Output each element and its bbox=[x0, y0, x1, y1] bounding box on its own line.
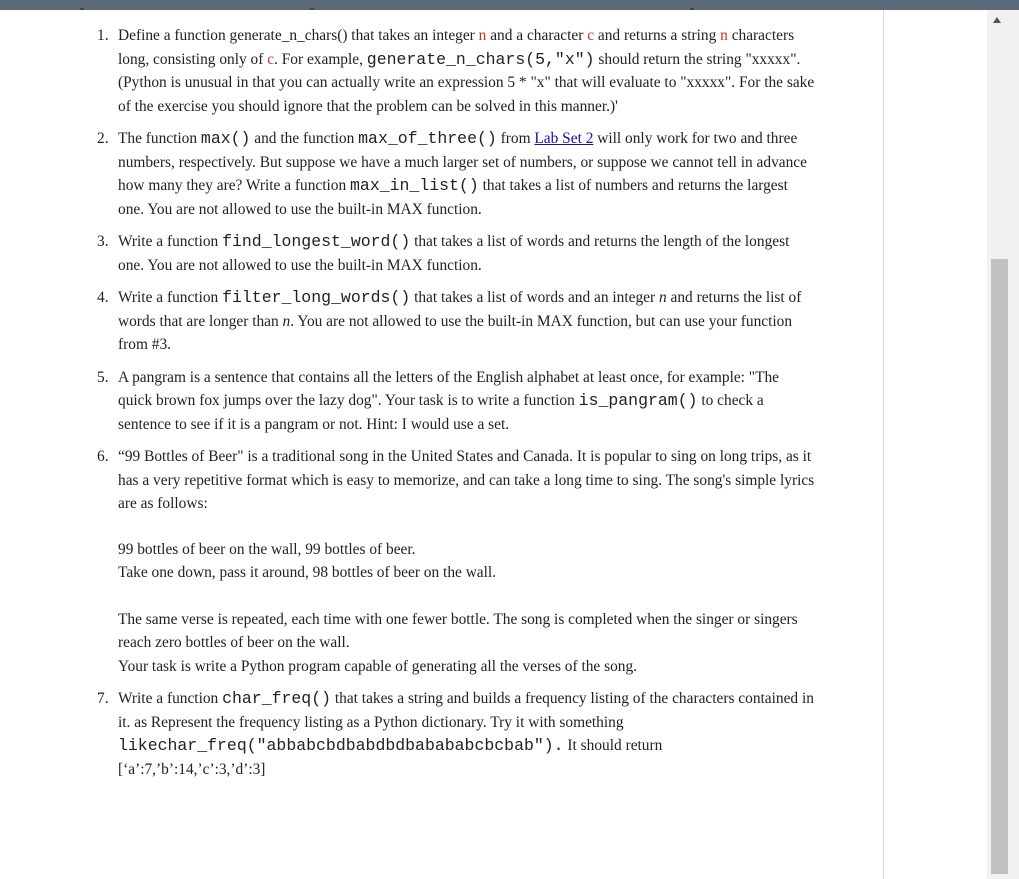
lab-set-2-link[interactable]: Lab Set 2 bbox=[534, 130, 594, 147]
item-number: 3. bbox=[97, 233, 109, 250]
item-number: 7. bbox=[97, 690, 109, 707]
item-number: 1. bbox=[97, 27, 109, 44]
code-snippet: char_freq() bbox=[222, 689, 332, 708]
exercise-item-1: 1. Define a function generate_n_chars() that takes an integer n and a character c and returns a string n characters long, consisting only of c. For example, generate_n_chars(5,"x") should return the string "xxxxx". (Python is unusual in that you can actually write an expression 5 * "x" that will evaluate to "xxxxx". For the sake of the exercise you should ignore that the problem can be solved in this manner.)' bbox=[97, 24, 817, 118]
scroll-up-arrow-icon[interactable] bbox=[993, 17, 1001, 23]
exercise-item-5: 5. A pangram is a sentence that contains all the letters of the English alphabet at least once, for example: "The quick brown fox jumps over the lazy dog". Your task is to write a function is_pangram() to check a sentence to see if it is a pangram or not. Hint: I would use a set. bbox=[97, 366, 817, 437]
exercise-item-6: 6. “99 Bottles of Beer" is a traditional song in the United States and Canada. It is popular to sing on long trips, as it has a very repetitive format which is easy to memorize, and can take a long time to sing. The song's simple lyrics are as follows: 99 bottles of beer on the wall, 99 bottles of beer. Take one down, pass it around, 98 bottles of beer on the wall. The same verse is repeated, each time with one fewer bottle. The song is completed when the singer or singers reach zero bottles of beer on the wall. Your task is write a Python program capable of generating all the verses of the song. bbox=[97, 445, 817, 678]
code-snippet: likechar_freq("abbabcbdbabdbdbabababcbcbab"). bbox=[118, 736, 564, 755]
exercise-item-3: 3. Write a function find_longest_word() that takes a list of words and returns the length of the longest one. You are not allowed to use the built-in MAX function. bbox=[97, 232, 790, 274]
item-number: 2. bbox=[97, 130, 109, 147]
item-number: 4. bbox=[97, 289, 109, 306]
code-snippet: max_of_three() bbox=[358, 129, 497, 148]
song-lyrics: 99 bottles of beer on the wall, 99 bottles of beer. Take one down, pass it around, 98 bottles of beer on the wall. bbox=[118, 540, 497, 581]
toolbar-tick bbox=[690, 8, 694, 10]
exercise-item-2: 2. The function max() and the function max_of_three() from Lab Set 2 will only work for two and three numbers, respectively. But suppose we have a much larger set of numbers, or suppose we cannot tell in advance how many they are? Write a function max_in_list() that takes a list of numbers and returns the largest one. You are not allowed to use the built-in MAX function. bbox=[97, 129, 807, 218]
top-toolbar bbox=[0, 0, 1019, 10]
code-snippet: max_in_list() bbox=[350, 176, 479, 195]
item-number: 5. bbox=[97, 368, 109, 386]
exercise-document bbox=[97, 24, 817, 790]
scrollbar-thumb[interactable] bbox=[991, 259, 1008, 874]
code-snippet: max() bbox=[200, 129, 251, 148]
side-panel bbox=[883, 10, 988, 879]
exercise-item-7: 7. Write a function char_freq() that takes a string and builds a frequency listing of the characters contained in it. as Represent the frequency listing as a Python dictionary. Try it with something likechar_freq("abbabcbdbabdbdbabababcbcbab"). It should return [‘a’:7,’b’:14,’c’:3,’d’:3] bbox=[97, 689, 814, 778]
toolbar-tick bbox=[80, 8, 84, 10]
code-snippet: filter_long_words() bbox=[222, 288, 411, 307]
item-number: 6. bbox=[97, 448, 109, 465]
exercise-item-4: 4. Write a function filter_long_words() that takes a list of words and an integer n and returns the list of words that are longer than n. You are not allowed to use the built-in MAX function, but can use your function from #3. bbox=[97, 288, 802, 353]
toolbar-tick bbox=[310, 8, 314, 10]
code-snippet: is_pangram() bbox=[578, 391, 698, 410]
code-snippet: find_longest_word() bbox=[222, 232, 411, 251]
exercise-list bbox=[97, 24, 817, 781]
code-snippet: generate_n_chars(5,"x") bbox=[366, 49, 595, 69]
